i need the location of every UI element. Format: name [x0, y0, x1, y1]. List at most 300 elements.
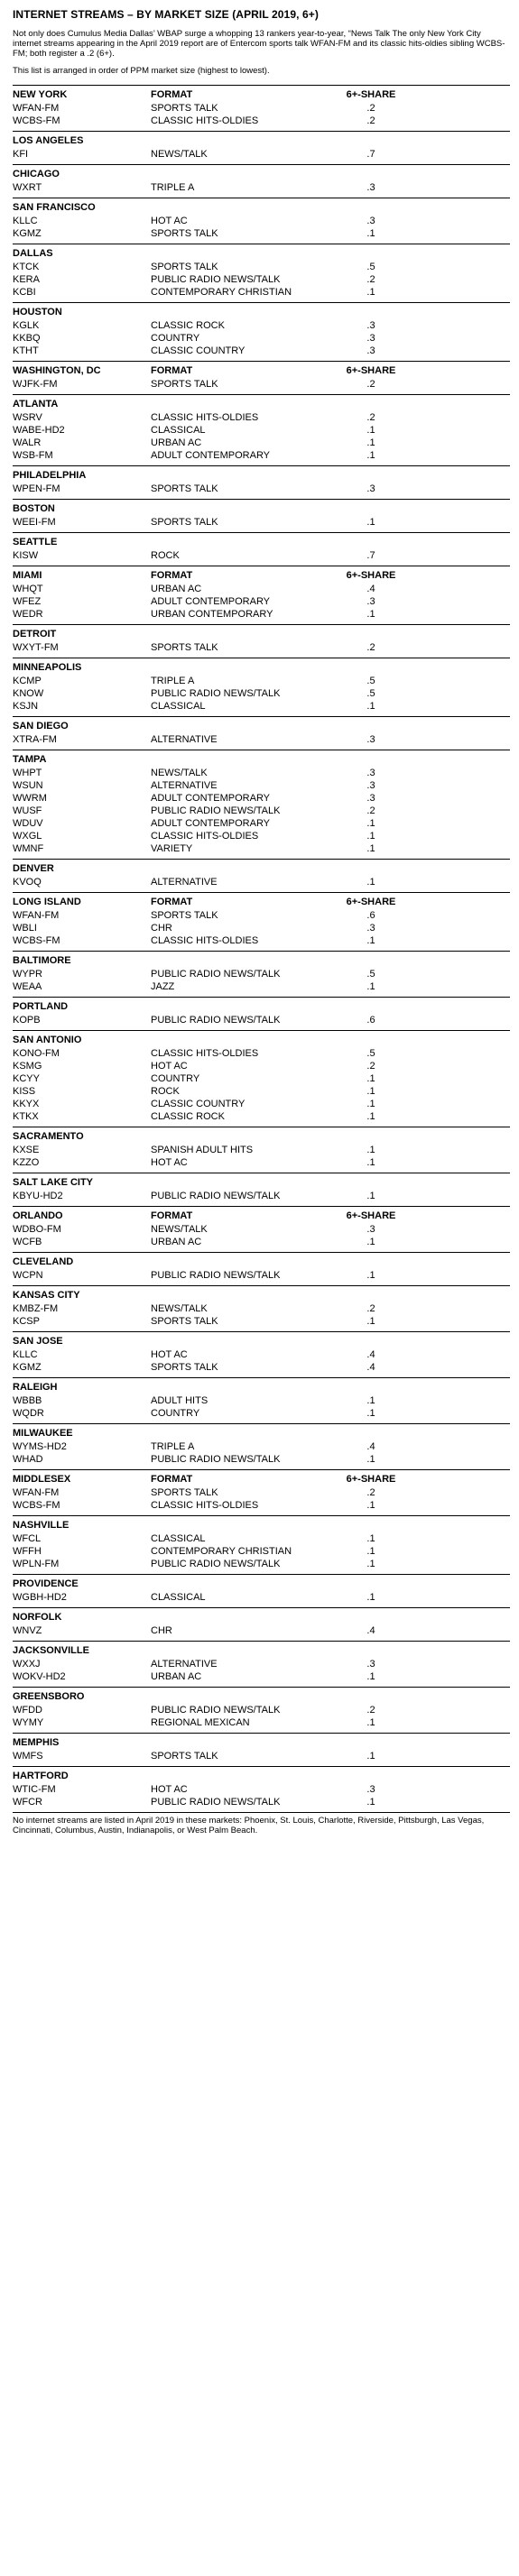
call-letters: WCFB — [13, 1237, 42, 1247]
station-format: ROCK — [151, 550, 180, 561]
station-share: .1 — [366, 935, 375, 946]
station-format: NEWS/TALK — [151, 149, 208, 160]
station-format: HOT AC — [151, 1157, 188, 1168]
station-format: URBAN CONTEMPORARY — [151, 609, 273, 620]
market-block — [13, 1641, 510, 1687]
call-letters: WJFK-FM — [13, 379, 58, 390]
station-format: CLASSIC HITS-OLDIES — [151, 1048, 259, 1059]
market-block — [13, 624, 510, 658]
station-share: .1 — [366, 1546, 375, 1557]
station-share: .2 — [366, 1061, 375, 1072]
station-row — [13, 102, 510, 115]
station-row — [13, 1047, 510, 1060]
station-share: .3 — [366, 345, 375, 356]
station-format: COUNTRY — [151, 1073, 200, 1084]
market-header — [13, 569, 510, 583]
station-format: ADULT CONTEMPORARY — [151, 450, 271, 461]
station-format: CHR — [151, 1625, 172, 1636]
station-share: .1 — [366, 1592, 375, 1603]
station-share: .1 — [366, 981, 375, 992]
station-format: VARIETY — [151, 843, 193, 854]
market-header — [13, 1736, 510, 1750]
call-letters: WEAA — [13, 981, 42, 992]
market-list — [13, 85, 510, 1813]
station-row — [13, 345, 510, 357]
market-name: PROVIDENCE — [13, 1578, 79, 1589]
column-header-format: FORMAT — [151, 1474, 193, 1485]
station-row — [13, 1658, 510, 1670]
call-letters: WCBS-FM — [13, 115, 60, 126]
market-block — [13, 1733, 510, 1766]
station-share: .4 — [366, 584, 375, 594]
station-share: .1 — [366, 1500, 375, 1511]
call-letters: WSRV — [13, 412, 42, 423]
market-name: MINNEAPOLIS — [13, 662, 82, 673]
station-row — [13, 332, 510, 345]
station-share: .3 — [366, 780, 375, 791]
station-share: .1 — [366, 1395, 375, 1406]
station-share: .3 — [366, 596, 375, 607]
market-header — [13, 1289, 510, 1302]
call-letters: WPEN-FM — [13, 483, 60, 494]
station-format: SPORTS TALK — [151, 1751, 218, 1762]
market-name: NORFOLK — [13, 1612, 62, 1623]
station-row — [13, 1407, 510, 1420]
station-format: CLASSIC COUNTRY — [151, 1099, 246, 1109]
station-row — [13, 792, 510, 805]
market-name: MIDDLESEX — [13, 1474, 71, 1485]
station-share: .4 — [366, 1441, 375, 1452]
station-row — [13, 830, 510, 842]
station-share: .1 — [366, 1099, 375, 1109]
station-row — [13, 1223, 510, 1236]
market-block — [13, 750, 510, 859]
market-header — [13, 1130, 510, 1144]
station-share: .7 — [366, 550, 375, 561]
station-share: .1 — [366, 1751, 375, 1762]
call-letters: WBBB — [13, 1395, 42, 1406]
station-share: .1 — [366, 818, 375, 829]
station-format: ADULT CONTEMPORARY — [151, 596, 271, 607]
station-share: .1 — [366, 1111, 375, 1122]
market-header — [13, 720, 510, 733]
document-title: INTERNET STREAMS – BY MARKET SIZE (APRIL 2019, 6+) — [13, 8, 319, 21]
station-format: URBAN AC — [151, 1671, 202, 1682]
call-letters: KTKX — [13, 1111, 39, 1122]
station-format: PUBLIC RADIO NEWS/TALK — [151, 1454, 281, 1465]
station-row — [13, 687, 510, 700]
call-letters: KXSE — [13, 1145, 40, 1155]
station-row — [13, 817, 510, 830]
market-name: RALEIGH — [13, 1382, 58, 1393]
station-format: ALTERNATIVE — [151, 1659, 218, 1670]
station-row — [13, 1315, 510, 1328]
market-name: WASHINGTON, DC — [13, 365, 101, 376]
station-share: .1 — [366, 701, 375, 712]
market-block — [13, 716, 510, 750]
station-format: NEWS/TALK — [151, 1303, 208, 1314]
column-header-format: FORMAT — [151, 897, 193, 907]
call-letters: KISS — [13, 1086, 36, 1097]
column-header-format: FORMAT — [151, 1210, 193, 1221]
station-share: .1 — [366, 1191, 375, 1201]
station-share: .2 — [366, 642, 375, 653]
station-share: .1 — [366, 425, 375, 436]
market-name: DALLAS — [13, 248, 53, 259]
market-name: SAN ANTONIO — [13, 1035, 82, 1045]
market-header — [13, 1176, 510, 1190]
market-block — [13, 658, 510, 716]
call-letters: WMNF — [13, 843, 44, 854]
station-row — [13, 1591, 510, 1604]
station-share: .1 — [366, 609, 375, 620]
call-letters: WHQT — [13, 584, 43, 594]
station-share: .3 — [366, 1784, 375, 1795]
market-name: PORTLAND — [13, 1001, 69, 1012]
station-row — [13, 1348, 510, 1361]
station-format: TRIPLE A — [151, 1441, 195, 1452]
market-name: MEMPHIS — [13, 1737, 60, 1748]
station-row — [13, 934, 510, 947]
station-row — [13, 1190, 510, 1202]
station-row — [13, 922, 510, 934]
station-format: PUBLIC RADIO NEWS/TALK — [151, 969, 281, 980]
station-row — [13, 378, 510, 391]
station-row — [13, 767, 510, 779]
market-block — [13, 85, 510, 131]
call-letters: KOPB — [13, 1015, 41, 1026]
market-header — [13, 1427, 510, 1440]
market-block — [13, 361, 510, 394]
market-header — [13, 1381, 510, 1394]
market-name: CHICAGO — [13, 169, 60, 179]
call-letters: KNOW — [13, 688, 44, 699]
station-row — [13, 411, 510, 424]
station-format: REGIONAL MEXICAN — [151, 1717, 250, 1728]
station-row — [13, 1558, 510, 1570]
market-header — [13, 661, 510, 675]
market-header — [13, 502, 510, 516]
market-block — [13, 951, 510, 997]
station-format: NEWS/TALK — [151, 768, 208, 778]
station-format: HOT AC — [151, 1349, 188, 1360]
station-format: CLASSIC COUNTRY — [151, 345, 246, 356]
market-block — [13, 1515, 510, 1574]
station-share: .3 — [366, 333, 375, 344]
call-letters: KKBQ — [13, 333, 41, 344]
station-row — [13, 115, 510, 127]
call-letters: WFEZ — [13, 596, 42, 607]
call-letters: WXXJ — [13, 1659, 41, 1670]
station-share: .1 — [366, 843, 375, 854]
market-block — [13, 1331, 510, 1377]
market-name: BOSTON — [13, 503, 55, 514]
station-share: .1 — [366, 831, 375, 842]
market-block — [13, 1285, 510, 1331]
market-block — [13, 1687, 510, 1733]
station-format: CLASSIC HITS-OLDIES — [151, 831, 259, 842]
call-letters: WYPR — [13, 969, 42, 980]
station-share: .1 — [366, 1073, 375, 1084]
call-letters: WEDR — [13, 609, 43, 620]
station-row — [13, 1085, 510, 1098]
station-row — [13, 181, 510, 194]
station-share: .1 — [366, 1316, 375, 1327]
market-name: SAN DIEGO — [13, 721, 69, 731]
call-letters: KKYX — [13, 1099, 40, 1109]
station-format: SPORTS TALK — [151, 483, 218, 494]
market-block — [13, 566, 510, 624]
market-header — [13, 1690, 510, 1704]
column-header-share: 6+-SHARE — [346, 897, 396, 907]
market-block — [13, 1206, 510, 1252]
market-block — [13, 1766, 510, 1813]
market-header — [13, 201, 510, 215]
market-block — [13, 394, 510, 465]
station-row — [13, 449, 510, 462]
station-format: SPORTS TALK — [151, 228, 218, 239]
station-row — [13, 1796, 510, 1808]
call-letters: WCBS-FM — [13, 1500, 60, 1511]
call-letters: WBLI — [13, 923, 37, 934]
market-name: SEATTLE — [13, 537, 58, 547]
station-format: ADULT HITS — [151, 1395, 209, 1406]
station-share: .1 — [366, 1671, 375, 1682]
call-letters: WCPN — [13, 1270, 43, 1281]
station-format: PUBLIC RADIO NEWS/TALK — [151, 805, 281, 816]
station-format: CHR — [151, 923, 172, 934]
station-row — [13, 842, 510, 855]
market-name: LONG ISLAND — [13, 897, 81, 907]
station-share: .6 — [366, 1015, 375, 1026]
station-row — [13, 1144, 510, 1156]
station-share: .3 — [366, 1224, 375, 1235]
station-row — [13, 424, 510, 437]
market-name: DENVER — [13, 863, 54, 874]
call-letters: WDUV — [13, 818, 43, 829]
station-row — [13, 1072, 510, 1085]
column-header-share: 6+-SHARE — [346, 1210, 396, 1221]
station-format: PUBLIC RADIO NEWS/TALK — [151, 1015, 281, 1026]
station-format: PUBLIC RADIO NEWS/TALK — [151, 1797, 281, 1808]
station-share: .3 — [366, 734, 375, 745]
station-share: .3 — [366, 768, 375, 778]
station-row — [13, 1670, 510, 1683]
station-format: SPORTS TALK — [151, 1316, 218, 1327]
station-row — [13, 437, 510, 449]
station-format: PUBLIC RADIO NEWS/TALK — [151, 1191, 281, 1201]
station-share: .3 — [366, 793, 375, 804]
call-letters: KSJN — [13, 701, 39, 712]
call-letters: WALR — [13, 437, 42, 448]
station-share: .1 — [366, 437, 375, 448]
market-name: NASHVILLE — [13, 1520, 70, 1531]
station-row — [13, 1499, 510, 1512]
call-letters: WSUN — [13, 780, 43, 791]
ordering-note: This list is arranged in order of PPM market size (highest to lowest). — [13, 66, 270, 76]
station-format: PUBLIC RADIO NEWS/TALK — [151, 1705, 281, 1716]
market-header — [13, 469, 510, 483]
call-letters: WPLN-FM — [13, 1559, 60, 1569]
station-format: PUBLIC RADIO NEWS/TALK — [151, 274, 281, 285]
market-block — [13, 1423, 510, 1469]
station-row — [13, 1269, 510, 1282]
station-format: SPORTS TALK — [151, 379, 218, 390]
call-letters: KGMZ — [13, 228, 42, 239]
call-letters: WNVZ — [13, 1625, 42, 1636]
station-row — [13, 1453, 510, 1466]
column-header-format: FORMAT — [151, 89, 193, 100]
market-header — [13, 1519, 510, 1532]
market-name: LOS ANGELES — [13, 135, 84, 146]
station-format: SPORTS TALK — [151, 1362, 218, 1373]
station-share: .1 — [366, 1797, 375, 1808]
station-format: CLASSICAL — [151, 425, 206, 436]
station-row — [13, 286, 510, 299]
call-letters: WFCL — [13, 1533, 42, 1544]
market-block — [13, 997, 510, 1030]
call-letters: KLLC — [13, 216, 38, 226]
station-share: .2 — [366, 379, 375, 390]
station-format: ALTERNATIVE — [151, 780, 218, 791]
station-format: COUNTRY — [151, 1408, 200, 1419]
station-format: TRIPLE A — [151, 182, 195, 193]
station-format: CONTEMPORARY CHRISTIAN — [151, 287, 292, 298]
station-format: SPANISH ADULT HITS — [151, 1145, 254, 1155]
market-header — [13, 753, 510, 767]
market-header — [13, 536, 510, 549]
station-row — [13, 1060, 510, 1072]
station-share: .1 — [366, 1533, 375, 1544]
station-format: SPORTS TALK — [151, 910, 218, 921]
call-letters: KGMZ — [13, 1362, 42, 1373]
station-share: .4 — [366, 1362, 375, 1373]
market-block — [13, 1469, 510, 1515]
intro-paragraph: Not only does Cumulus Media Dallas’ WBAP surge a whopping 13 rankers year-to-year, “News Talk The only New York City internet streams appearing in the April 2019 report are of Entercom sports talk WFAN-FM and its classic hits-oldies sibling WCBS-FM; both register a .2 (6+). — [13, 29, 505, 59]
station-row — [13, 516, 510, 529]
station-row — [13, 549, 510, 562]
call-letters: WGBH-HD2 — [13, 1592, 67, 1603]
market-name: CLEVELAND — [13, 1256, 74, 1267]
station-share: .3 — [366, 483, 375, 494]
station-row — [13, 1156, 510, 1169]
column-header-share: 6+-SHARE — [346, 365, 396, 376]
column-header-format: FORMAT — [151, 365, 193, 376]
station-share: .2 — [366, 412, 375, 423]
call-letters: KTCK — [13, 262, 40, 272]
market-header — [13, 1210, 510, 1223]
station-share: .4 — [366, 1625, 375, 1636]
call-letters: WYMS-HD2 — [13, 1441, 67, 1452]
call-letters: WOKV-HD2 — [13, 1671, 66, 1682]
call-letters: WFCR — [13, 1797, 42, 1808]
market-name: MILWAUKEE — [13, 1428, 73, 1439]
station-format: URBAN AC — [151, 437, 202, 448]
market-block — [13, 1173, 510, 1206]
station-share: .3 — [366, 216, 375, 226]
market-name: JACKSONVILLE — [13, 1645, 89, 1656]
station-format: CLASSIC HITS-OLDIES — [151, 412, 259, 423]
station-share: .1 — [366, 517, 375, 528]
market-block — [13, 1127, 510, 1173]
market-header — [13, 628, 510, 641]
call-letters: WDBO-FM — [13, 1224, 61, 1235]
station-share: .1 — [366, 1717, 375, 1728]
market-name: NEW YORK — [13, 89, 68, 100]
station-row — [13, 1716, 510, 1729]
station-row — [13, 700, 510, 713]
station-share: .1 — [366, 1145, 375, 1155]
market-header — [13, 1770, 510, 1783]
call-letters: WYMY — [13, 1717, 44, 1728]
station-format: ADULT CONTEMPORARY — [151, 793, 271, 804]
call-letters: WXRT — [13, 182, 42, 193]
station-format: PUBLIC RADIO NEWS/TALK — [151, 1559, 281, 1569]
station-format: SPORTS TALK — [151, 262, 218, 272]
station-format: HOT AC — [151, 1784, 188, 1795]
station-format: CLASSICAL — [151, 1533, 206, 1544]
station-share: .5 — [366, 688, 375, 699]
station-share: .1 — [366, 1270, 375, 1281]
market-block — [13, 859, 510, 892]
market-header — [13, 1034, 510, 1047]
station-share: .1 — [366, 877, 375, 888]
station-format: HOT AC — [151, 216, 188, 226]
station-row — [13, 733, 510, 746]
station-format: CONTEMPORARY CHRISTIAN — [151, 1546, 292, 1557]
call-letters: KCMP — [13, 676, 42, 686]
call-letters: WEEI-FM — [13, 517, 56, 528]
market-name: HARTFORD — [13, 1771, 69, 1781]
call-letters: KMBZ-FM — [13, 1303, 59, 1314]
call-letters: KERA — [13, 274, 40, 285]
market-header — [13, 862, 510, 876]
footer-note: No internet streams are listed in April 2019 in these markets: Phoenix, St. Louis, Charlotte, Riverside, Pittsburgh, Las Vegas, Cincinnati, Columbus, Austin, Indianapolis, or West Palm Beach. — [13, 1816, 485, 1835]
station-format: HOT AC — [151, 1061, 188, 1072]
station-row — [13, 227, 510, 240]
call-letters: KZZO — [13, 1157, 40, 1168]
station-format: CLASSICAL — [151, 701, 206, 712]
column-header-share: 6+-SHARE — [346, 1474, 396, 1485]
station-row — [13, 909, 510, 922]
station-row — [13, 583, 510, 595]
column-header-format: FORMAT — [151, 570, 193, 581]
station-share: .1 — [366, 287, 375, 298]
call-letters: KBYU-HD2 — [13, 1191, 63, 1201]
station-row — [13, 1750, 510, 1762]
column-header-share: 6+-SHARE — [346, 570, 396, 581]
station-row — [13, 273, 510, 286]
station-share: .2 — [366, 805, 375, 816]
station-row — [13, 1783, 510, 1796]
station-share: .5 — [366, 676, 375, 686]
market-name: KANSAS CITY — [13, 1290, 80, 1301]
market-block — [13, 532, 510, 566]
station-row — [13, 1361, 510, 1374]
market-header — [13, 88, 510, 102]
market-header — [13, 1000, 510, 1014]
call-letters: KISW — [13, 550, 39, 561]
call-letters: WFDD — [13, 1705, 42, 1716]
station-share: .2 — [366, 1487, 375, 1498]
station-format: ALTERNATIVE — [151, 877, 218, 888]
station-format: PUBLIC RADIO NEWS/TALK — [151, 1270, 281, 1281]
call-letters: KCYY — [13, 1073, 40, 1084]
call-letters: WXGL — [13, 831, 42, 842]
station-row — [13, 1624, 510, 1637]
market-header — [13, 247, 510, 261]
station-row — [13, 876, 510, 888]
